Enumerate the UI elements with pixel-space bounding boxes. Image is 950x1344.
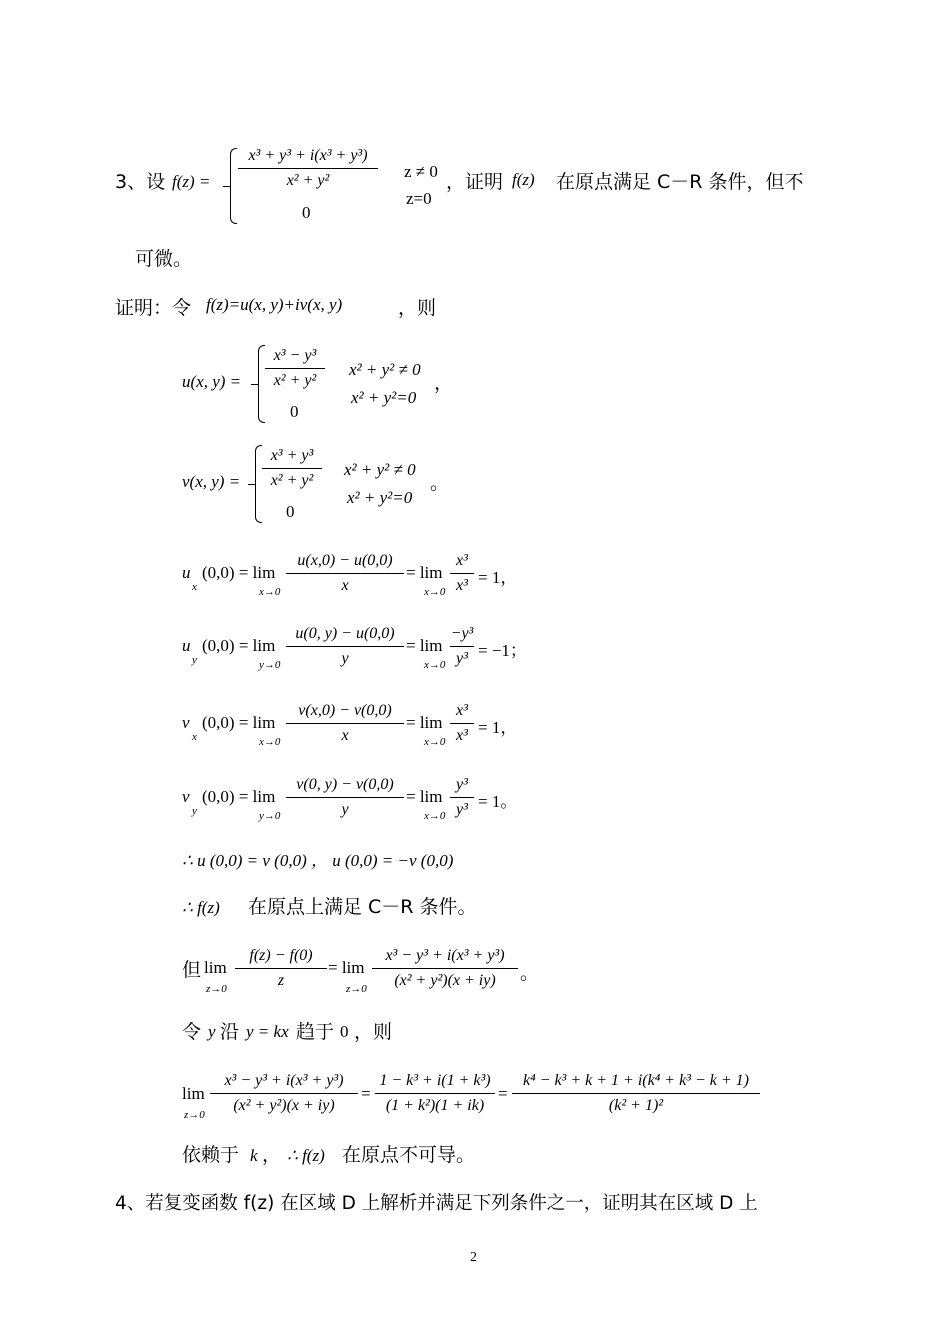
denominator: (x² + y²)(x + iy) [233, 1097, 335, 1114]
fraction [450, 701, 474, 746]
denominator: x [341, 727, 349, 744]
fraction [238, 146, 378, 191]
zero-case: 0 [302, 203, 311, 222]
u-label: u(x, y) = [182, 372, 242, 391]
text: 。 [520, 962, 540, 984]
derivative-function: v [182, 713, 190, 732]
fraction [512, 1071, 760, 1116]
limit-subscript: z→0 [346, 983, 367, 995]
denominator: (1 + k²)(1 + ik) [385, 1097, 485, 1114]
text: ， [262, 1144, 282, 1166]
problem-number: 3、设 [115, 171, 166, 193]
zero-case: 0 [286, 502, 295, 521]
lim: = lim [406, 787, 443, 806]
denominator: x [341, 577, 349, 594]
derivative-point: (0,0) = lim [202, 636, 276, 655]
fraction [372, 946, 518, 991]
condition: z=0 [406, 189, 432, 208]
text: 在原点上满足 C－R 条件。 [248, 896, 477, 918]
zero-case: 0 [290, 402, 299, 421]
limit-subscript: x→0 [259, 586, 281, 598]
condition: z ≠ 0 [404, 162, 438, 181]
text: ，则 [354, 1021, 393, 1043]
variable: y [208, 1022, 216, 1041]
cr-equations: ∴ u (0,0) = v (0,0) ， u (0,0) = −v (0,0) [182, 851, 454, 870]
piecewise-brace [258, 345, 265, 423]
function-label: f(z) = [172, 172, 211, 191]
denominator: y³ [456, 650, 468, 667]
value: 0 [340, 1022, 349, 1041]
fraction [450, 551, 474, 596]
lim: = lim [406, 713, 443, 732]
function-label: f(z) [512, 170, 535, 189]
numerator: x³ + y³ + i(x³ + y³) [248, 147, 368, 164]
numerator: 1 − k³ + i(1 + k³) [379, 1072, 491, 1089]
text: 沿 [220, 1021, 240, 1043]
fraction [235, 946, 327, 991]
text: 在原点满足 C－R 条件，但不 [556, 171, 804, 193]
derivative-function: v [182, 787, 190, 806]
numerator: x³ + y³ [270, 447, 314, 464]
fraction [286, 701, 404, 746]
text: 在原点不可导。 [342, 1144, 476, 1166]
v-label: v(x, y) = [182, 472, 241, 491]
denominator: (k² + 1)² [608, 1097, 664, 1114]
fraction [265, 346, 325, 391]
derivative-subscript: y [192, 654, 197, 666]
equals: = [361, 1084, 371, 1103]
numerator: k⁴ − k³ + k + 1 + i(k⁴ + k³ − k + 1) [522, 1072, 749, 1089]
limit-subscript: x→0 [259, 736, 281, 748]
lim: = lim [328, 958, 365, 977]
limit-subscript: z→0 [184, 1109, 205, 1121]
condition: x² + y² ≠ 0 [344, 460, 416, 479]
piecewise-brace [255, 445, 262, 523]
denominator: y [341, 650, 349, 667]
numerator: u(0, y) − u(0,0) [295, 625, 395, 642]
derivative-point: (0,0) = lim [202, 787, 276, 806]
fraction [286, 624, 404, 669]
denominator: (x² + y²)(x + iy) [394, 972, 496, 989]
fraction [375, 1071, 495, 1116]
limit-subscript: y→0 [259, 659, 281, 671]
denominator: x² + y² [286, 172, 330, 189]
result: = 1， [478, 718, 518, 737]
expression: f(z)=u(x, y)+iv(x, y) [206, 295, 343, 314]
variable: k [250, 1146, 258, 1165]
denominator: y³ [456, 801, 468, 818]
limit-subscript: z→0 [206, 983, 227, 995]
derivative-function: u [182, 636, 191, 655]
fraction [210, 1071, 358, 1116]
limit-subscript: x→0 [424, 659, 446, 671]
numerator: x³ − y³ + i(x³ + y³) [224, 1072, 344, 1089]
text: ， [434, 372, 454, 394]
numerator: x³ [456, 702, 468, 719]
derivative-function: u [182, 563, 191, 582]
expression: y = kx [246, 1022, 289, 1041]
limit-subscript: x→0 [424, 586, 446, 598]
text: 依赖于 [182, 1144, 240, 1166]
proof-label: 证明：令 [115, 297, 192, 319]
denominator: x³ [456, 727, 468, 744]
derivative-subscript: y [192, 805, 197, 817]
condition: x² + y²=0 [347, 488, 413, 507]
result: = 1。 [478, 792, 518, 811]
result: = 1， [478, 568, 518, 587]
lim: lim [204, 958, 227, 977]
fraction [450, 624, 474, 669]
denominator: x³ [456, 577, 468, 594]
text: ，证明 [446, 171, 504, 193]
fraction [262, 446, 322, 491]
numerator: y³ [456, 776, 468, 793]
numerator: v(0, y) − v(0,0) [296, 776, 394, 793]
lim: lim [182, 1084, 205, 1103]
numerator: v(x,0) − v(0,0) [298, 702, 392, 719]
lim: = lim [406, 563, 443, 582]
therefore-symbol: ∴ f(z) [287, 1146, 325, 1165]
fraction [286, 551, 404, 596]
fraction [450, 775, 474, 820]
derivative-subscript: x [192, 581, 197, 593]
derivative-subscript: x [192, 731, 197, 743]
text: 可微。 [135, 248, 193, 270]
text: ，则 [398, 297, 437, 319]
therefore-symbol: ∴ f(z) [182, 898, 220, 917]
page-number: 2 [470, 1250, 477, 1265]
limit-subscript: x→0 [424, 810, 446, 822]
denominator: z [277, 972, 285, 989]
fraction [286, 775, 404, 820]
piecewise-brace [230, 148, 237, 224]
text: 但 [182, 959, 202, 981]
derivative-point: (0,0) = lim [202, 713, 276, 732]
text: 趋于 [296, 1021, 335, 1043]
derivative-point: (0,0) = lim [202, 563, 276, 582]
denominator: x² + y² [273, 372, 317, 389]
numerator: x³ [456, 552, 468, 569]
problem-4: 4、若复变函数 f(z) 在区域 D 上解析并满足下列条件之一，证明其在区域 D 上 [115, 1193, 758, 1214]
lim: = lim [406, 636, 443, 655]
limit-subscript: x→0 [424, 736, 446, 748]
result: = −1； [478, 641, 527, 660]
denominator: y [341, 801, 349, 818]
numerator: x³ − y³ [273, 347, 317, 364]
text: 。 [430, 472, 450, 494]
numerator: x³ − y³ + i(x³ + y³) [385, 947, 505, 964]
numerator: −y³ [450, 625, 474, 642]
limit-subscript: y→0 [259, 810, 281, 822]
text: 令 [182, 1021, 202, 1043]
condition: x² + y² ≠ 0 [349, 360, 421, 379]
denominator: x² + y² [270, 472, 314, 489]
numerator: u(x,0) − u(0,0) [297, 552, 393, 569]
equals: = [498, 1084, 508, 1103]
condition: x² + y²=0 [351, 388, 417, 407]
numerator: f(z) − f(0) [249, 947, 313, 964]
